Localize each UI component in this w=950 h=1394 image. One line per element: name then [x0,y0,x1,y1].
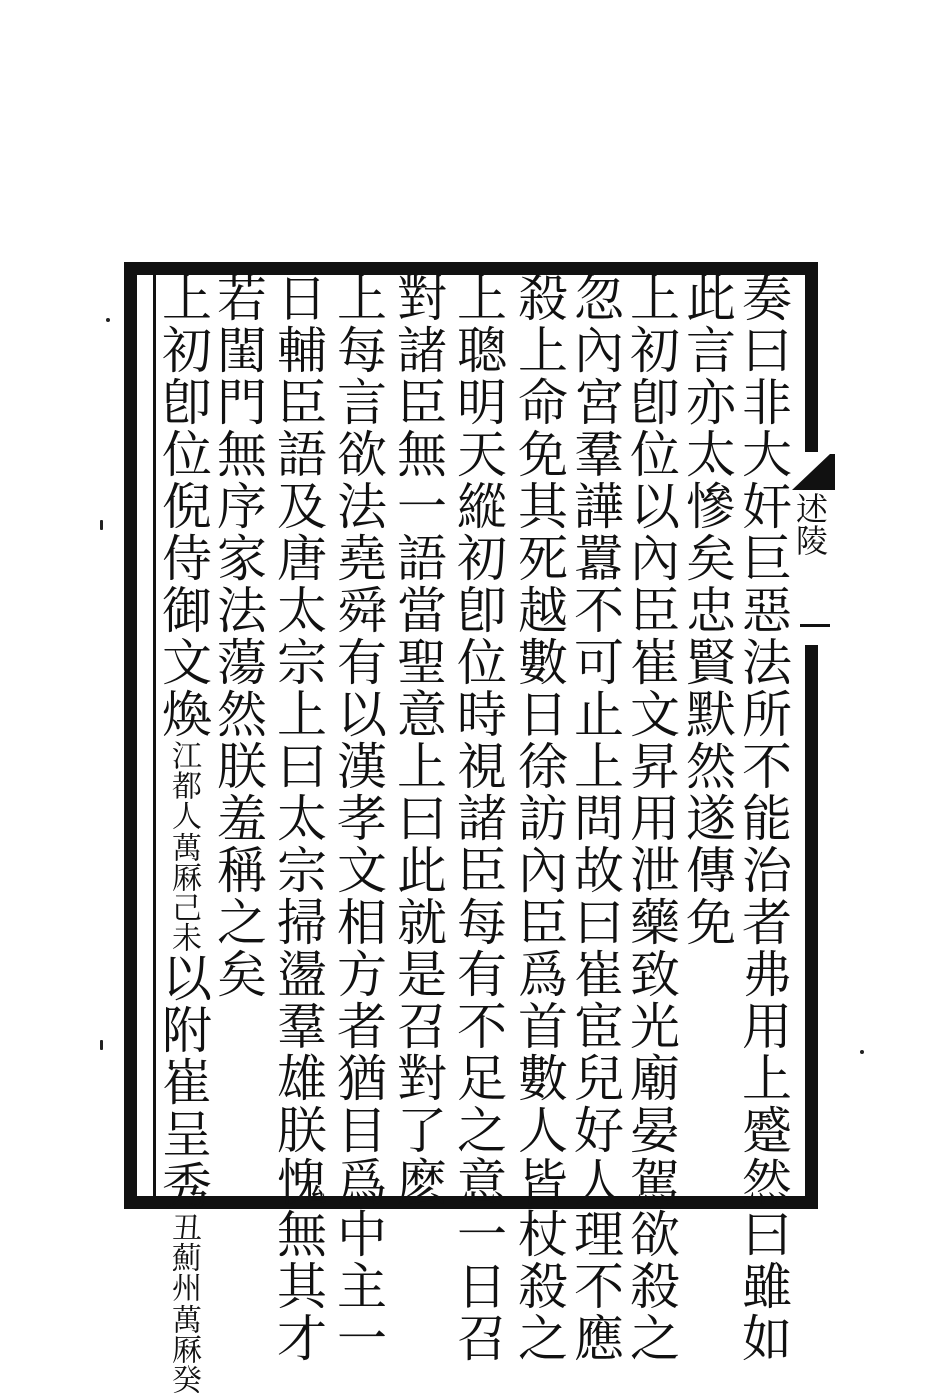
text-column-10: 若閨門無序家法蕩然朕羞稱之矣 [209,272,267,1000]
ink-speck [106,318,110,322]
fold-marker [790,452,835,645]
text-column-4: 忽內宮羣譁囂不可止上問故曰崔宦兒好人理不應 [566,272,624,1364]
text-column-5: 殺上命免其死越數日徐訪內臣爲首數人皆杖殺之 [510,272,568,1364]
text-column-2: 此言亦太慘矣忠賢默然遂傳免 [678,272,736,948]
text-column-9: 日輔臣語及唐太宗上曰太宗掃盪羣雄朕愧無其才 [269,272,327,1364]
annotation-a [166,740,201,952]
annotation-a-left: 江都人 [166,740,201,830]
text-column-7: 對諸臣無一語當聖意上曰此就是召對了麽 [389,272,447,1208]
text-column-6: 上聰明天縱初卽位時視諸臣每有不足之意一日召 [449,272,507,1364]
column-11-text-a: 上初卽位倪侍御文煥 [154,272,212,740]
border-right-upper [805,262,818,452]
column-11-text-b: 以附崔呈秀 [154,952,212,1212]
ink-speck [860,1050,864,1054]
annotation-b [166,1212,201,1394]
ink-speck [100,1040,103,1050]
text-column-3: 上初卽位以內臣崔文昇用泄藥致光廟晏駕欲殺之 [622,272,680,1364]
text-column-11 [154,272,212,1394]
border-right-lower [805,645,818,1209]
annotation-b-right: 萬厤癸 [166,1304,201,1394]
ink-speck [100,520,103,530]
text-column-1: 奏曰非大奸巨惡法所不能治者弗用上蹙然曰雖如 [734,272,792,1364]
fold-label: 述陵 [791,492,829,556]
annotation-a-right: 萬厤己未 [166,832,201,952]
annotation-b-left: 丑薊州 [166,1212,201,1302]
text-column-8: 上每言欲法堯舜有以漢孝文相方者猶目爲中主一 [329,272,387,1364]
fold-tick [800,624,830,627]
fishtail-icon [790,452,835,492]
